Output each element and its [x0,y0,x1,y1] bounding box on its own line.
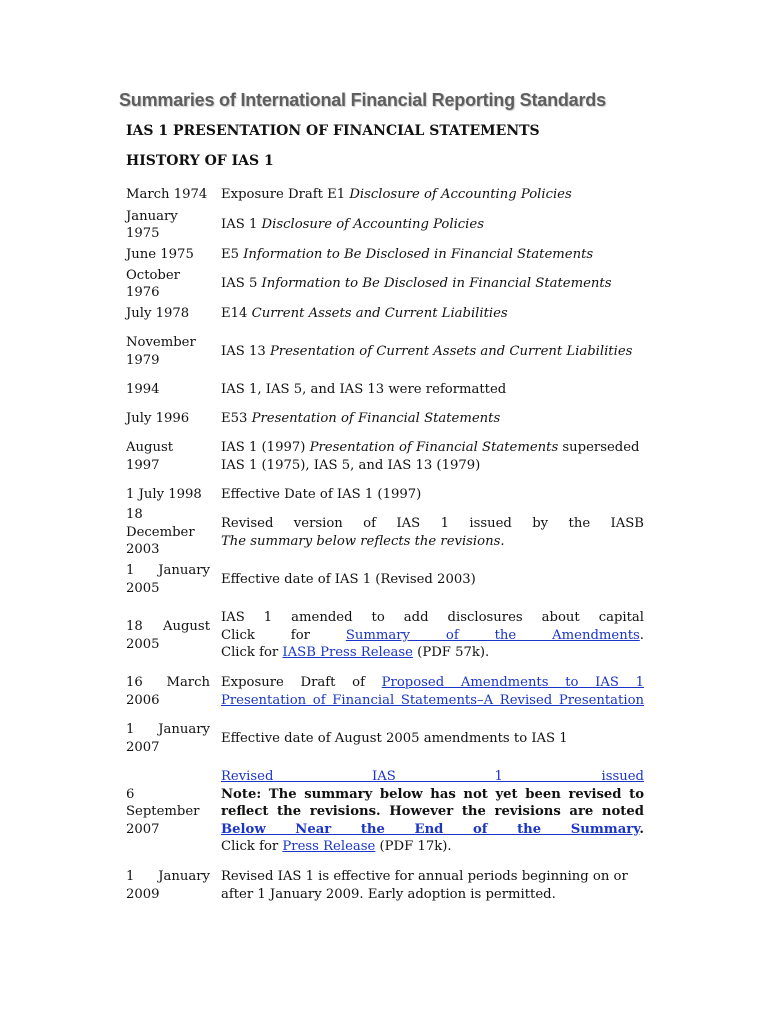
history-date: July 1978 [126,305,190,321]
history-row [126,180,644,210]
history-date: March 1974 [126,187,208,203]
history-row [126,433,644,480]
history-row [126,240,644,269]
history-row [126,715,644,762]
history-description: Revised version of IAS 1 issued by the IASB The summary below reflects the revisions. [221,516,644,549]
history-table [126,180,644,909]
history-description: E53 Presentation of Financial Statements [221,410,501,426]
summary-of-amendments-link[interactable]: Summary of the Amendments [345,627,640,643]
history-description: IAS 1 amended to add disclosures about capital Click for Summary of the Amendments. Click for IASB Press Release (PDF 57k). [221,610,644,661]
history-date: June 1975 [126,246,194,262]
history-description: Exposure Draft of Proposed Amendments to IAS 1 Presentation of Financial Statements–A Revised Presentation [221,675,644,708]
history-row [126,299,644,328]
history-description: Effective Date of IAS 1 (1997) [221,486,422,502]
history-description: Effective date of August 2005 amendments to IAS 1 [221,730,568,746]
history-date: 1994 [126,381,160,397]
press-release-link[interactable]: Press Release [282,839,376,855]
history-row [126,375,644,404]
history-date: 18 December 2003 [126,507,195,558]
history-date: 18 August 2005 [126,619,210,652]
history-description: Revised IAS 1 is effective for annual periods beginning on or after 1 January 2009. Early adoption is permitted. [221,869,628,902]
history-description: IAS 1 Disclosure of Accounting Policies [221,217,484,233]
history-description: IAS 1, IAS 5, and IAS 13 were reformatted [221,381,507,397]
section-heading: HISTORY OF IAS 1 [126,153,274,169]
history-row [126,862,644,909]
iasb-press-release-link[interactable]: IASB Press Release [282,645,413,661]
history-date: November 1979 [126,335,196,368]
history-description: E14 Current Assets and Current Liabilities [221,305,508,321]
history-description: IAS 13 Presentation of Current Assets and Current Liabilities [221,343,633,359]
page-banner: Summaries of International Financial Reporting Standards [119,90,606,110]
page-title: IAS 1 PRESENTATION OF FINANCIAL STATEMENTS [126,123,540,139]
history-row [126,762,644,862]
history-description: Exposure Draft E1 Disclosure of Accounting Policies [221,187,572,203]
history-date: 1 January 2009 [126,869,210,902]
history-date: January 1975 [126,208,178,241]
below-near-end-link[interactable]: Below Near the End of the Summary [221,821,640,837]
proposed-amendments-link[interactable]: Proposed Amendments to IAS 1 Presentation of Financial Statements–A Revised Presentation [221,675,644,708]
history-row [126,480,644,509]
history-date: August 1997 [126,440,174,473]
history-row [126,509,644,556]
history-row [126,556,644,603]
history-description: E5 Information to Be Disclosed in Financial Statements [221,246,594,262]
history-date: 16 March 2006 [126,675,210,708]
history-date: 1 January 2005 [126,563,210,596]
history-row [126,210,644,240]
history-row [126,404,644,433]
history-date: October 1976 [126,267,180,300]
history-row [126,668,644,715]
history-row [126,603,644,668]
revised-ias1-link[interactable]: Revised IAS 1 issued [221,769,644,785]
history-description: IAS 5 Information to Be Disclosed in Financial Statements [221,276,612,292]
history-row [126,328,644,375]
history-description: Effective date of IAS 1 (Revised 2003) [221,571,476,587]
history-description: Revised IAS 1 issued Note: The summary below has not yet been revised to reflect the revisions. However the revisions are noted Below Near the End of the Summary. Click for Press Release (PDF 17k). [221,769,644,855]
history-row [126,269,644,299]
history-date: 1 January 2007 [126,722,210,755]
history-date: July 1996 [126,410,190,426]
history-date: 6 September 2007 [126,786,200,837]
history-date: 1 July 1998 [126,486,202,502]
history-description: IAS 1 (1997) Presentation of Financial Statements superseded IAS 1 (1975), IAS 5, and IAS 13 (1979) [221,440,640,473]
